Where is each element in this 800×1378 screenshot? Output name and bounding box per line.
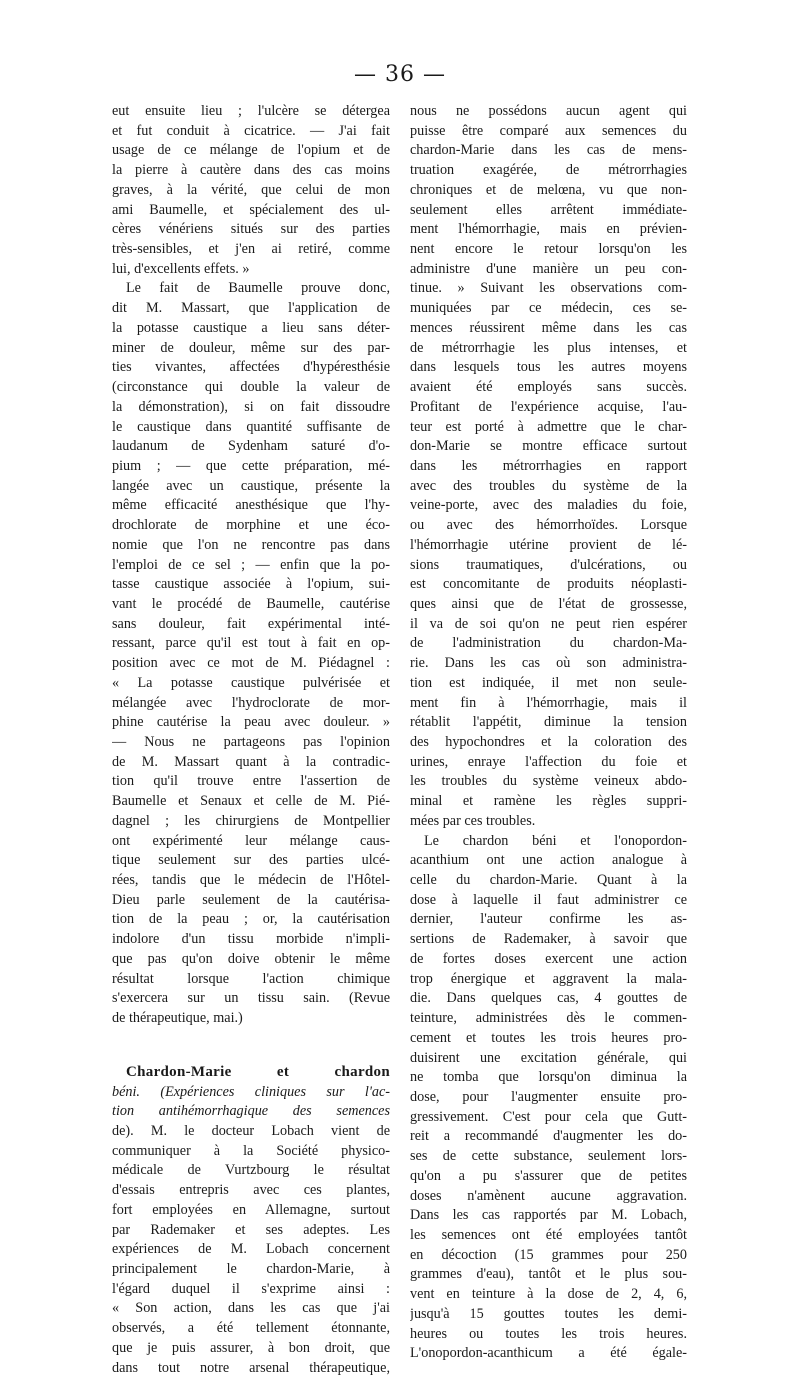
text-line: dernier, l'auteur confirme les as- — [410, 911, 687, 928]
text-line: cement et toutes les trois heures pro- — [410, 1029, 687, 1046]
text-line: tique seulement sur des parties ulcé- — [112, 852, 390, 869]
text-line: de thérapeutique, mai.) — [112, 1010, 243, 1027]
text-line: administre d'une manière un peu con- — [410, 260, 687, 277]
text-line: de fortes doses exercent une action — [410, 950, 687, 967]
text-line: trop énergique et aggravent la mala- — [410, 970, 687, 987]
right-column — [410, 102, 687, 1364]
text-line: heures ou toutes les trois heures. — [410, 1325, 687, 1342]
text-line: die. Dans quelques cas, 4 gouttes de — [410, 990, 687, 1007]
left-column — [112, 102, 390, 1378]
text-line: mées par ces troubles. — [410, 812, 536, 829]
text-line: L'onopordon-acanthicum a été égale- — [410, 1345, 687, 1362]
text-line: béni. (Expériences cliniques sur l'ac- — [112, 1083, 390, 1100]
text-line: pium ; — que cette préparation, mé- — [112, 457, 390, 474]
text-line: dit M. Massart, que l'application de — [112, 300, 390, 317]
text-line: l'hémorrhagie utérine provient de lé- — [410, 536, 687, 553]
text-line: avec des troubles du système de la — [410, 477, 687, 494]
text-line: s'exercera sur un tissu sain. (Revue — [112, 990, 390, 1007]
text-line: don-Marie se montre efficace surtout — [410, 438, 687, 455]
text-line: dose à laquelle il faut administrer ce — [410, 891, 687, 908]
text-line: puisse être comparé aux semences du — [410, 122, 687, 139]
text-line: Dieu parle seulement de la cautérisa- — [112, 891, 390, 908]
text-line: et fut conduit à cicatrice. — J'ai fait — [112, 122, 390, 139]
text-line: des hypochondres et la coloration des — [410, 734, 687, 750]
text-line: reit a recommandé d'augmenter les do- — [410, 1128, 687, 1145]
text-line: que pas qu'on doive obtenir le même — [112, 950, 390, 967]
text-line: Le fait de Baumelle prouve donc, — [126, 280, 390, 297]
text-line: résultat lorsque l'action chimique — [112, 970, 390, 987]
text-line: laudanum de Sydenham saturé d'o- — [112, 438, 390, 455]
text-line: principalement le chardon-Marie, à — [112, 1260, 390, 1277]
text-line: ami Baumelle, et spécialement des ul- — [112, 201, 390, 218]
text-line: jusqu'à 15 gouttes toutes les demi- — [410, 1305, 687, 1322]
text-line: lui, d'excellents effets. » — [112, 260, 250, 277]
text-line: tasse caustique associée à l'opium, sui- — [112, 576, 390, 593]
text-line: grammes d'eau), tantôt et le plus sou- — [410, 1266, 687, 1283]
text-line: le caustique dans quantité suffisante de — [112, 418, 390, 435]
text-line: « Son action, dans les cas que j'ai — [112, 1300, 390, 1317]
text-line: Dans les cas rapportés par M. Lobach, — [410, 1207, 687, 1224]
text-line: rées, tandis que le médecin de l'Hôtel- — [112, 872, 390, 889]
text-line: nomie que l'on ne rencontre pas dans — [112, 536, 390, 553]
text-line: nent encore le retour lorsqu'on les — [410, 241, 687, 258]
text-line: (circonstance qui double la valeur de — [112, 379, 390, 396]
text-line: phine cautérise la peau avec douleur. » — [112, 714, 390, 731]
text-line: ques ainsi que de l'état de grossesse, — [410, 595, 687, 612]
text-line: de métrorrhagie les plus intenses, et — [410, 339, 687, 356]
text-line: tion est indiquée, il met non seule- — [410, 674, 687, 691]
text-line: est concomitante de produits néoplasti- — [410, 576, 687, 593]
text-line: celle du chardon-Marie. Quant à la — [410, 872, 687, 889]
text-line: il va de soi qu'on ne peut rien espérer — [410, 615, 687, 632]
text-line: Baumelle et Senaux et celle de M. Pié- — [112, 793, 390, 810]
text-line: chardon-Marie dans les cas de mens- — [410, 142, 687, 159]
text-line: d'essais entrepris avec ces plantes, — [112, 1182, 390, 1199]
text-line: ment l'hémorrhagie, mais en prévien- — [410, 221, 687, 238]
paragraph-gap — [112, 1029, 390, 1063]
text-line: ne tomba que lorsqu'on diminua la — [410, 1069, 687, 1086]
text-line: qu'on a pu s'assurer que de petites — [410, 1167, 687, 1184]
text-line: sertions de Rademaker, à savoir que — [410, 931, 687, 948]
text-line: graves, à la vérité, que celui de mon — [112, 181, 390, 198]
text-line: dose, pour l'augmenter ensuite pro- — [410, 1088, 687, 1105]
text-line: de). M. le docteur Lobach vient de — [112, 1122, 390, 1139]
text-line: duisirent une excitation générale, qui — [410, 1049, 687, 1066]
text-line: vent en teinture à la dose de 2, 4, 6, — [410, 1286, 687, 1303]
text-line: observés, a été tellement étonnante, — [112, 1320, 390, 1337]
text-line: miner de douleur, même sur des par- — [112, 339, 390, 356]
text-line: indolore d'un tissu morbide n'impli- — [112, 931, 390, 948]
text-line: fort employées en Allemagne, surtout — [112, 1201, 390, 1218]
text-line: tion antihémorrhagique des semences — [112, 1103, 390, 1120]
text-line: ment fin à l'hémorrhagie, mais il — [410, 694, 687, 711]
text-line: sions traumatiques, d'ulcérations, ou — [410, 556, 687, 573]
text-line: même efficacité anesthésique que l'hy- — [112, 497, 390, 514]
text-line: chroniques et de melœna, vu que non- — [410, 181, 687, 198]
text-line: ses de cette substance, seulement lors- — [410, 1148, 687, 1165]
text-line: Le chardon béni et l'onopordon- — [424, 832, 687, 849]
text-line: rie. Dans les cas où son administra- — [410, 655, 687, 672]
text-line: la potasse caustique a lieu sans déter- — [112, 319, 390, 336]
text-line: l'emploi de ce sel ; — enfin que la po- — [112, 556, 390, 573]
text-line: cères vénériens situés sur des parties — [112, 221, 390, 238]
text-line: minal et ramène les règles suppri- — [410, 793, 687, 810]
text-line: drochlorate de morphine et une éco- — [112, 517, 390, 534]
text-line: expériences de M. Lobach concernent — [112, 1241, 390, 1258]
text-line: en décoction (15 grammes pour 250 — [410, 1246, 687, 1263]
text-line: ou avec des hémorrhoïdes. Lorsque — [410, 517, 687, 534]
text-line: muniquées par ce médecin, ces se- — [410, 300, 687, 317]
text-line: les troubles du système veineux abdo- — [410, 773, 687, 790]
text-line: usage de ce mélange de l'opium et de — [112, 142, 390, 159]
text-line: avaient été employés sans succès. — [410, 379, 687, 396]
text-line: ressant, parce qu'il est tout à fait en op- — [112, 635, 390, 652]
text-line: la démonstration), si on fait dissoudre — [112, 398, 390, 415]
text-line: urines, enraye l'affection du foie et — [410, 753, 687, 770]
text-line: médicale de Vurtzbourg le résultat — [112, 1162, 390, 1179]
text-line: rétablit l'appétit, diminue la tension — [410, 714, 687, 731]
text-line: dans les métrorrhagies en rapport — [410, 457, 687, 474]
text-line: ont expérimenté leur mélange caus- — [112, 832, 390, 849]
text-line: par Rademaker et ses adeptes. Les — [112, 1221, 390, 1238]
text-line: eut ensuite lieu ; l'ulcère se détergea — [112, 103, 390, 119]
text-line: mences réussirent même dans les cas — [410, 319, 687, 336]
text-line: l'égard duquel il s'exprime ainsi : — [112, 1280, 390, 1297]
text-line: sans douleur, fait expérimental inté- — [112, 615, 390, 632]
text-line: les semences ont été employées tantôt — [410, 1226, 687, 1243]
text-line: langée avec un caustique, présente la — [112, 477, 390, 494]
text-line: vant le procédé de Baumelle, cautérise — [112, 595, 390, 612]
text-line: tion qu'il trouve entre l'assertion de — [112, 773, 390, 790]
text-line: ties vivantes, affectées d'hypéresthésie — [112, 359, 390, 376]
text-line: dans lesquels tous les autres moyens — [410, 359, 687, 376]
text-line: très-sensibles, et j'en ai retiré, comme — [112, 241, 390, 258]
text-line: « La potasse caustique pulvérisée et — [112, 674, 390, 691]
text-line: communiquer à la Société physico- — [112, 1142, 390, 1159]
text-line: veine-porte, avec des maladies du foie, — [410, 497, 687, 514]
text-line: dagnel ; les chirurgiens de Montpellier — [112, 812, 390, 829]
text-line: Profitant de l'expérience acquise, l'au- — [410, 398, 687, 415]
text-line: gressivement. C'est pour cela que Gutt- — [410, 1108, 687, 1125]
text-line: tion de la peau ; or, la cautérisation — [112, 911, 390, 928]
section-heading: Chardon-Marie et chardon — [126, 1063, 390, 1080]
text-line: de M. Massart quant à la contradic- — [112, 753, 390, 770]
text-line: mélangée avec l'hydroclorate de mor- — [112, 694, 390, 711]
text-line: doses n'amènent aucune aggravation. — [410, 1187, 687, 1204]
text-line: nous ne possédons aucun agent qui — [410, 103, 687, 119]
text-line: — Nous ne partageons pas l'opinion — [112, 734, 390, 750]
text-line: tinue. » Suivant les observations com- — [410, 280, 687, 297]
text-line: dans tout notre arsenal thérapeutique, — [112, 1359, 390, 1376]
text-line: acanthium ont une action analogue à — [410, 852, 687, 869]
text-line: position avec ce mot de M. Piédagnel : — [112, 655, 390, 672]
text-line: teinture, administrées dès le commen- — [410, 1010, 687, 1027]
text-line: de l'administration du chardon-Ma- — [410, 635, 687, 652]
text-line: la pierre à cautère dans des cas moins — [112, 162, 390, 179]
text-line: truation exagérée, de métrorrhagies — [410, 162, 687, 179]
text-line: seulement elles arrêtent immédiate- — [410, 201, 687, 218]
text-line: teur est porté à admettre que le char- — [410, 418, 687, 435]
page-number: — 36 — — [354, 62, 446, 87]
text-line: que je puis assurer, à bon droit, que — [112, 1339, 390, 1356]
